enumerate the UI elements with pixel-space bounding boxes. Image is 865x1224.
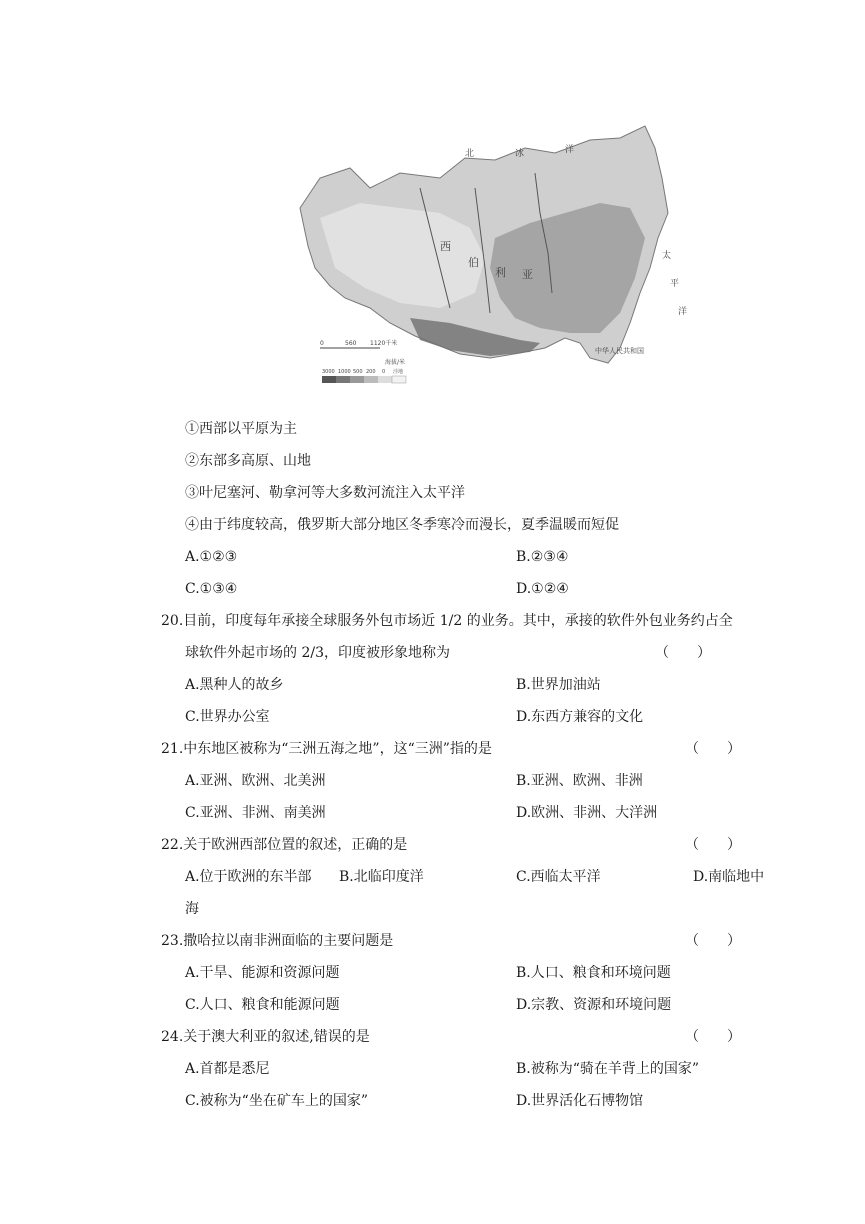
map-label-yang: 洋 bbox=[678, 307, 688, 317]
q20-stem-line2: 球软件外起市场的 2/3，印度被形象地称为 bbox=[185, 645, 450, 661]
q24-stem: 24.关于澳大利亚的叙述,错误的是 bbox=[161, 1029, 370, 1045]
q21-option-a[interactable]: A.亚洲、欧洲、北美洲 bbox=[185, 773, 326, 789]
map-label-li: 利 bbox=[495, 266, 506, 279]
q19-statement-4: ④由于纬度较高，俄罗斯大部分地区冬季寒冷而漫长，夏季温暖而短促 bbox=[185, 517, 619, 533]
q22-option-d-wrap: 海 bbox=[185, 901, 199, 917]
map-label-bo: 伯 bbox=[468, 256, 479, 269]
q22-option-d[interactable]: D.南临地中 bbox=[693, 869, 765, 885]
q20-answer-blank[interactable]: （ ） bbox=[655, 645, 711, 661]
q21-answer-blank[interactable]: （ ） bbox=[685, 741, 741, 757]
q24-option-c[interactable]: C.被称为“坐在矿车上的国家” bbox=[185, 1093, 368, 1109]
q24-option-a[interactable]: A.首都是悉尼 bbox=[185, 1061, 270, 1077]
scale-tick-560: 560 bbox=[345, 340, 357, 347]
map-label-tai: 太 bbox=[662, 251, 672, 261]
scale-tick-1120: 1120千米 bbox=[370, 340, 398, 347]
legend-0: 0 bbox=[382, 369, 386, 375]
q20-stem-line1: 20.目前，印度每年承接全球服务外包市场近 1/2 的业务。其中，承接的软件外包业务约占全 bbox=[161, 613, 733, 629]
q20-option-d[interactable]: D.东西方兼容的文化 bbox=[516, 709, 644, 725]
map-label-ping: 平 bbox=[670, 279, 680, 289]
q23-answer-blank[interactable]: （ ） bbox=[685, 933, 741, 949]
map-label-xi: 西 bbox=[440, 240, 451, 253]
q23-option-c[interactable]: C.人口、粮食和能源问题 bbox=[185, 997, 340, 1013]
q20-option-a[interactable]: A.黑种人的故乡 bbox=[185, 677, 284, 693]
q19-option-d[interactable]: D.①②④ bbox=[516, 581, 569, 597]
q22-option-b[interactable]: B.北临印度洋 bbox=[339, 869, 424, 885]
q21-option-c[interactable]: C.亚洲、非洲、南美洲 bbox=[185, 805, 326, 821]
map-label-ice: 冰 bbox=[515, 149, 525, 159]
map-label-ya: 亚 bbox=[522, 268, 533, 281]
q24-option-d[interactable]: D.世界活化石博物馆 bbox=[516, 1093, 644, 1109]
q23-stem: 23.撒哈拉以南非洲面临的主要问题是 bbox=[161, 933, 394, 949]
map-label-china: 中华人民共和国 bbox=[595, 347, 644, 355]
q19-statement-2: ②东部多高原、山地 bbox=[185, 453, 311, 469]
q19-option-c[interactable]: C.①③④ bbox=[185, 581, 238, 597]
map-label-north: 北 bbox=[465, 149, 475, 159]
elevation-legend bbox=[322, 376, 406, 383]
q21-option-b[interactable]: B.亚洲、欧洲、非洲 bbox=[516, 773, 643, 789]
q19-option-a[interactable]: A.①②③ bbox=[185, 549, 238, 565]
q22-stem: 22.关于欧洲西部位置的叙述，正确的是 bbox=[161, 837, 408, 853]
q22-answer-blank[interactable]: （ ） bbox=[685, 837, 741, 853]
q20-option-c[interactable]: C.世界办公室 bbox=[185, 709, 270, 725]
russia-map bbox=[290, 118, 690, 390]
q20-option-b[interactable]: B.世界加油站 bbox=[516, 677, 601, 693]
legend-200: 200 bbox=[366, 369, 376, 375]
legend-3000: 3000 bbox=[322, 369, 335, 375]
q24-answer-blank[interactable]: （ ） bbox=[685, 1029, 741, 1045]
q23-option-a[interactable]: A.干旱、能源和资源问题 bbox=[185, 965, 340, 981]
q21-stem: 21.中东地区被称为“三洲五海之地”，这“三洲”指的是 bbox=[161, 741, 492, 757]
q21-option-d[interactable]: D.欧洲、非洲、大洋洲 bbox=[516, 805, 658, 821]
legend-depression: 洼地 bbox=[393, 369, 404, 375]
q23-option-b[interactable]: B.人口、粮食和环境问题 bbox=[516, 965, 671, 981]
q24-option-b[interactable]: B.被称为“骑在羊背上的国家” bbox=[516, 1061, 700, 1077]
legend-1000: 1000 bbox=[338, 369, 351, 375]
q19-statement-1: ①西部以平原为主 bbox=[185, 421, 297, 437]
q23-option-d[interactable]: D.宗教、资源和环境问题 bbox=[516, 997, 672, 1013]
q19-option-b[interactable]: B.②③④ bbox=[516, 549, 569, 565]
legend-title: 海拔/米 bbox=[385, 359, 406, 366]
scale-tick-0: 0 bbox=[320, 340, 324, 347]
q19-statement-3: ③叶尼塞河、勒拿河等大多数河流注入太平洋 bbox=[185, 485, 465, 501]
legend-500: 500 bbox=[353, 369, 363, 375]
q22-option-c[interactable]: C.西临太平洋 bbox=[516, 869, 601, 885]
q22-option-a[interactable]: A.位于欧洲的东半部 bbox=[185, 869, 312, 885]
map-label-ocean: 洋 bbox=[565, 145, 575, 155]
